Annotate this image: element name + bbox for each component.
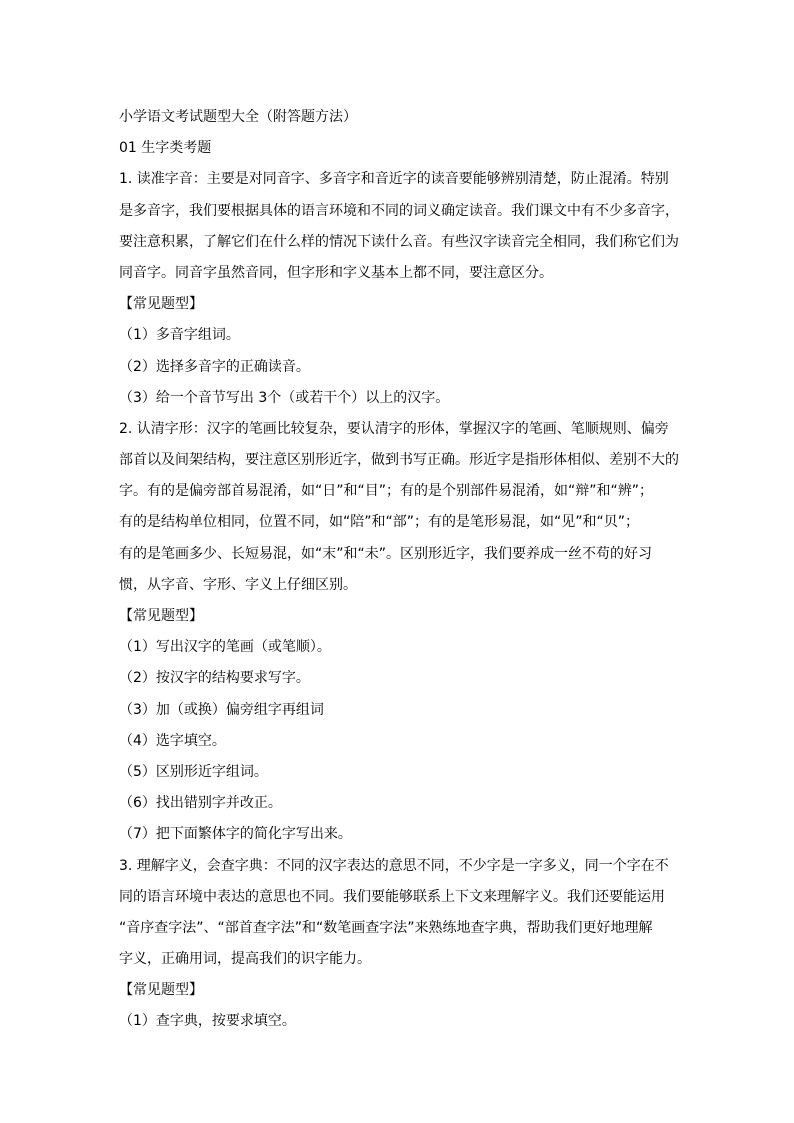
paragraph-line: 有的是结构单位相同，位置不同，如“陪”和“部”；有的是笔形易混，如“见”和“贝”；: [119, 514, 640, 531]
paragraph-line: 要注意积累，了解它们在什么样的情况下读什么音。有些汉字读音完全相同，我们称它们为: [119, 233, 679, 250]
list-item: （1）多音字组词。: [119, 327, 240, 344]
list-item: （1）查字典，按要求填空。: [119, 1013, 296, 1030]
list-item: （3）加（或换）偏旁组字再组词: [119, 701, 324, 718]
section-heading: 01 生字类考题: [119, 140, 212, 157]
paragraph-line: 部首以及间架结构，要注意区别形近字，做到书写正确。形近字是指形体相似、差别不大的: [119, 452, 679, 469]
paragraph-glyph-shape: [119, 414, 679, 601]
paragraph-line: 3. 理解字义，会查字典：不同的汉字表达的意思不同，不少字是一字多义，同一个字在不: [119, 857, 669, 874]
paragraph-line: 同音字。同音字虽然音同，但字形和字义基本上都不同，要注意区分。: [119, 264, 553, 281]
paragraph-line: “音序查字法”、“部首查字法”和“数笔画查字法”来熟练地查字典，帮助我们更好地理解: [119, 919, 653, 936]
paragraph-pronunciation: [119, 164, 679, 289]
paragraph-line: 同的语言环境中表达的意思也不同。我们要能够联系上下文来理解字义。我们还要能运用: [119, 888, 665, 905]
list-item: （5）区别形近字组词。: [119, 763, 268, 780]
paragraph-line: 是多音字，我们要根据具体的语言环境和不同的词义确定读音。我们课文中有不少多音字，: [119, 202, 679, 219]
common-question-label: 【常见题型】: [119, 608, 203, 624]
list-item: （7）把下面繁体字的简化字写出来。: [119, 826, 352, 843]
paragraph-line: 1. 读准字音：主要是对同音字、多音字和音近字的读音要能够辨别清楚，防止混淆。特别: [119, 171, 669, 188]
document-body: [119, 102, 679, 1038]
question-type-list: [119, 320, 679, 414]
list-item: （3）给一个音节写出 3个（或若干个）以上的汉字。: [119, 389, 450, 406]
question-type-list: [119, 632, 679, 850]
paragraph-meaning-dictionary: [119, 851, 679, 976]
paragraph-line: 字。有的是偏旁部首易混淆，如“日”和“目”；有的是个别部件易混淆，如“辩”和“辨”；: [119, 483, 654, 500]
paragraph-line: 字义，正确用词，提高我们的识字能力。: [119, 951, 371, 968]
common-question-label: 【常见题型】: [119, 982, 203, 999]
list-item: （1）写出汉字的笔画（或笔顺）。: [119, 639, 331, 656]
question-type-list: [119, 1006, 679, 1037]
list-item: （6）找出错别字并改正。: [119, 795, 282, 812]
paragraph-line: 惯，从字音、字形、字义上仔细区别。: [119, 576, 357, 593]
list-item: （4）选字填空。: [119, 732, 226, 749]
paragraph-line: 有的是笔画多少、长短易混，如“末”和“未”。区别形近字，我们要养成一丝不苟的好习: [119, 545, 653, 562]
list-item: （2）按汉字的结构要求写字。: [119, 670, 310, 687]
list-item: （2）选择多音字的正确读音。: [119, 358, 310, 375]
document-title: 小学语文考试题型大全（附答题方法）: [119, 109, 357, 125]
paragraph-line: 2. 认清字形：汉字的笔画比较复杂，要认清字的形体，掌握汉字的笔画、笔顺规则、偏旁: [119, 420, 669, 437]
common-question-label: 【常见题型】: [119, 296, 203, 313]
